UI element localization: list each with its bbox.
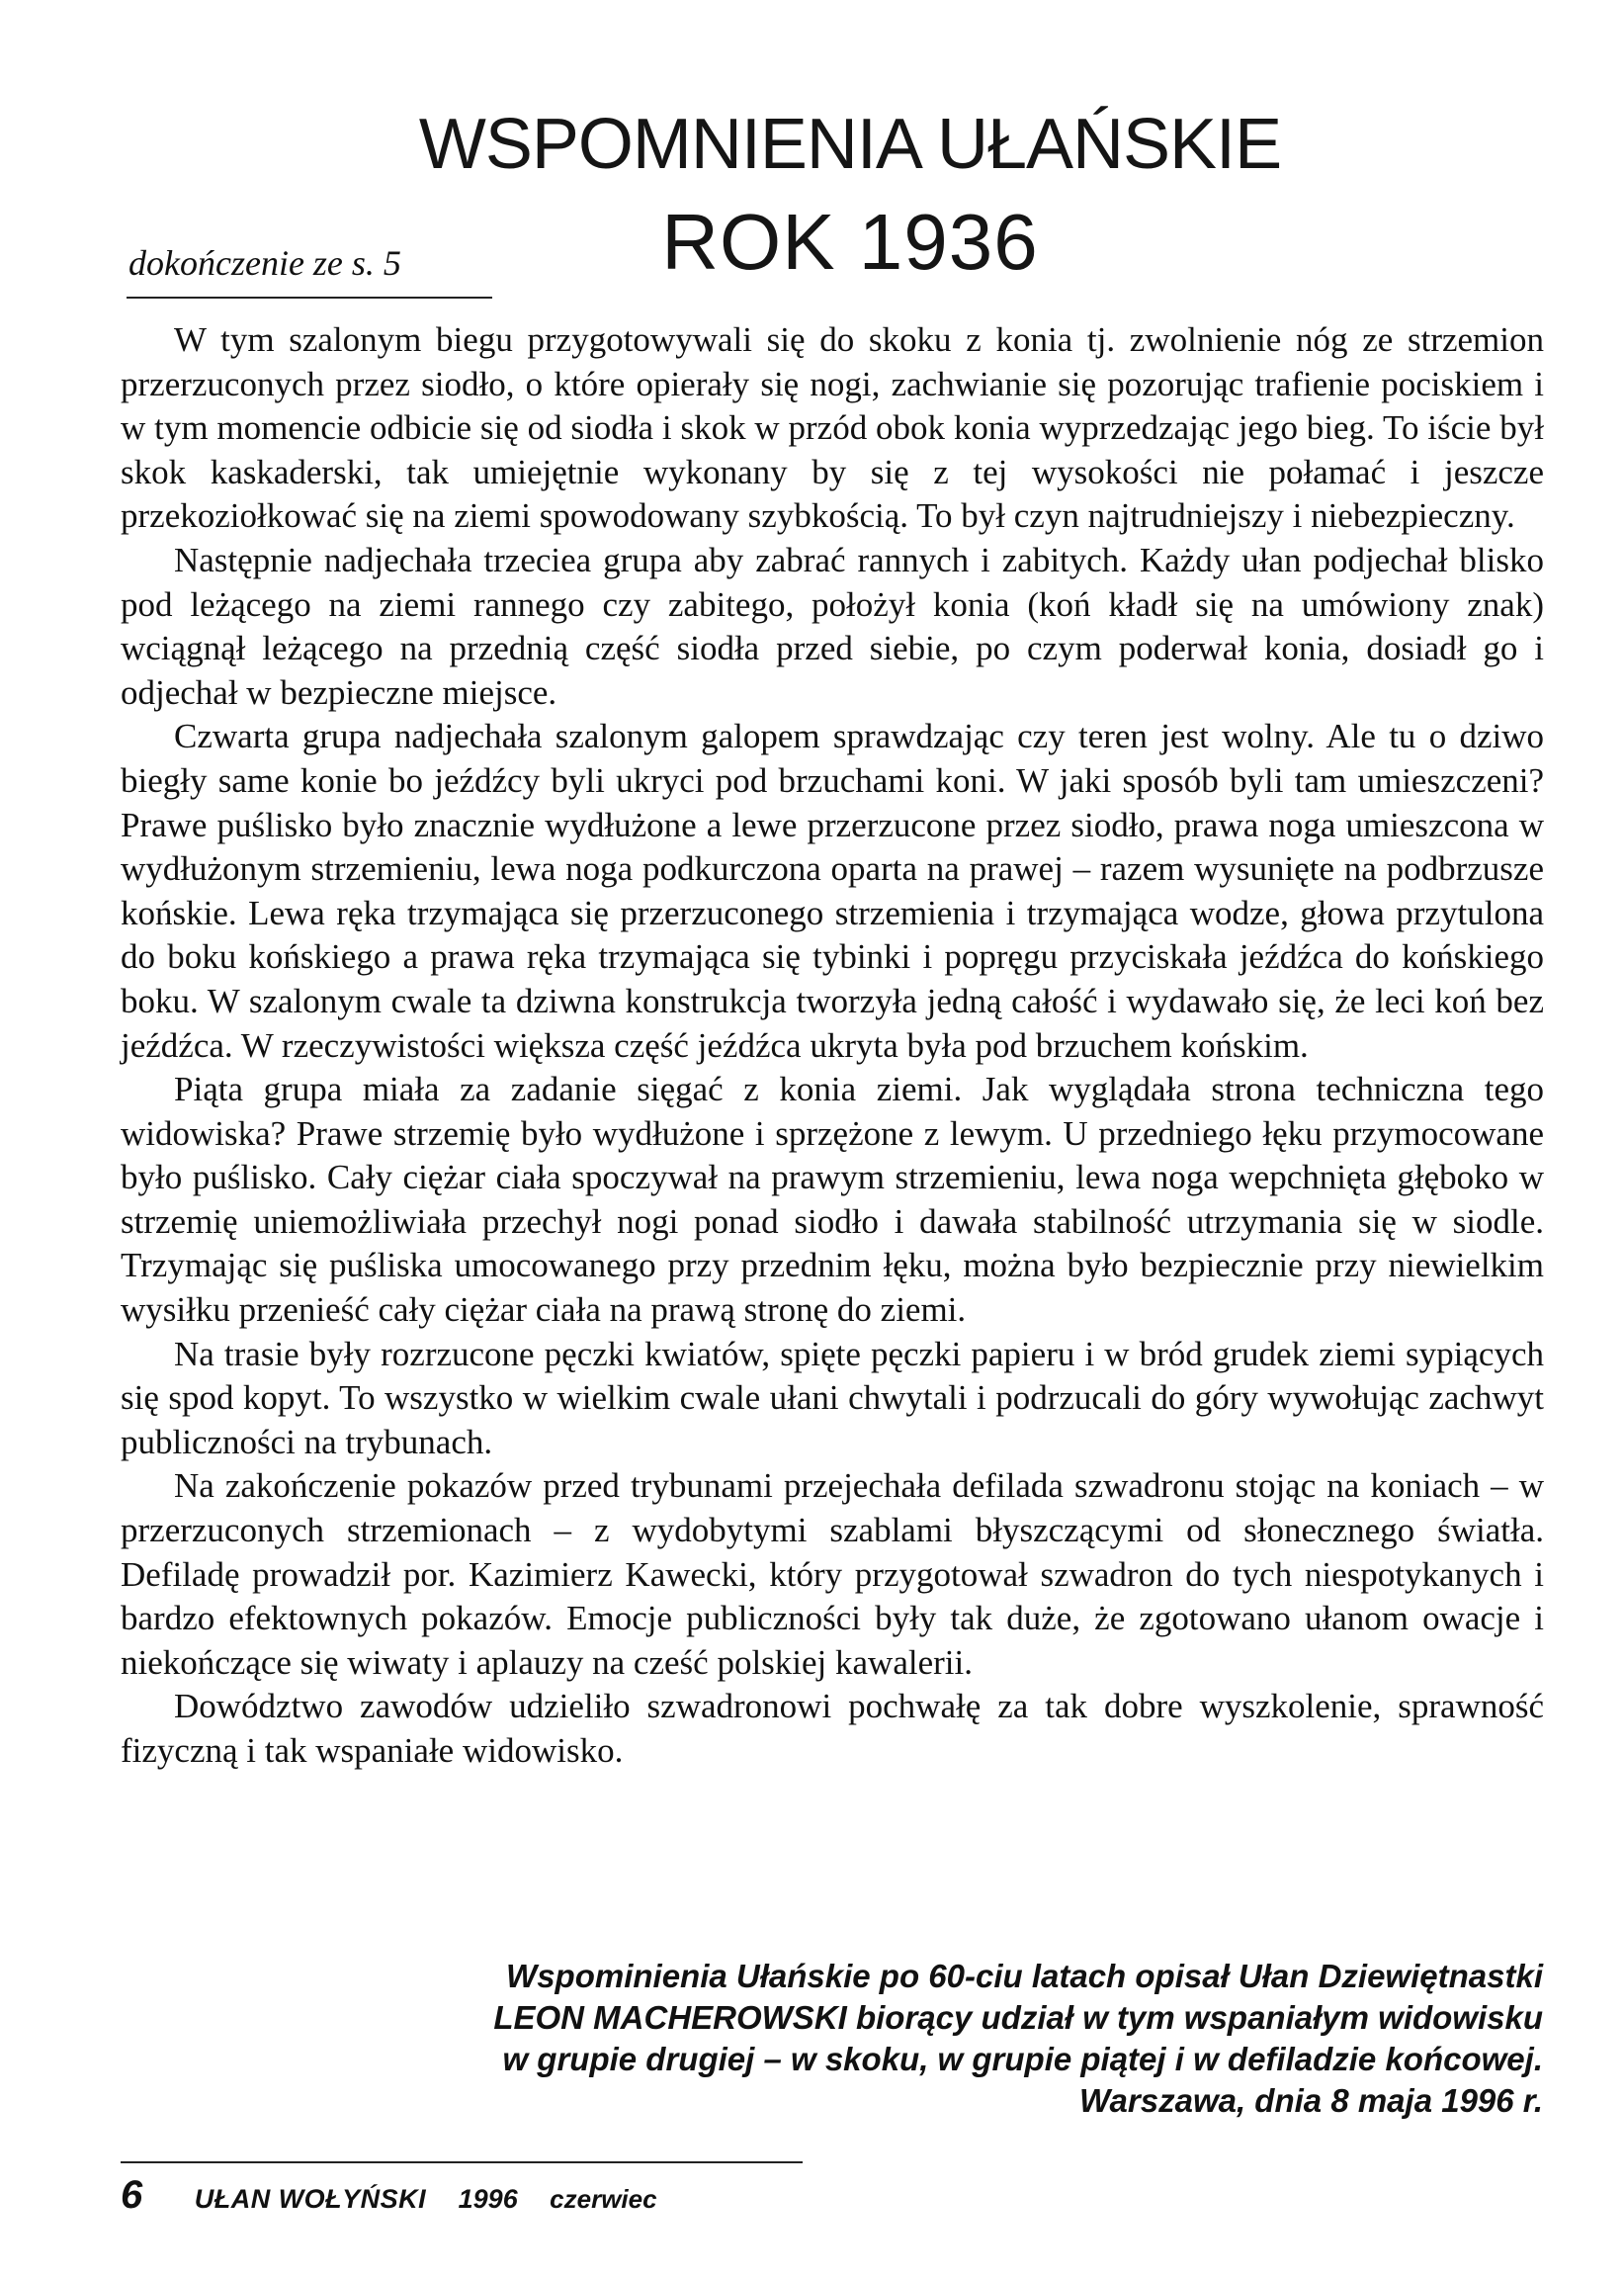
magazine-name: UŁAN WOŁYŃSKI	[194, 2184, 427, 2214]
continuation-underline	[127, 297, 492, 299]
signature-date: Warszawa, dnia 8 maja 1996 r.	[1079, 2082, 1543, 2119]
article-title-line1: WSPOMNIENIA UŁAŃSKIE	[418, 105, 1282, 184]
footer-rule	[121, 2161, 803, 2163]
signature-line: LEON MACHEROWSKI biorący udział w tym wspaniałym widowisku	[493, 1999, 1543, 2036]
continuation-note: dokończenie ze s. 5	[128, 243, 401, 283]
issue-month: czerwiec	[550, 2184, 657, 2214]
paragraph-parade: Na zakończenie pokazów przed trybunami przejechała defilada szwadronu stojąc na koniach – w przerzuconych strzemionach – z wydobytymi szablami błyszczącymi od słonecznego światła. Defiladę prowadził por. Kazimierz Kawecki, który przygotował szwadron do tych niespotykanych i bardzo efektownych pokazów. Emocje publiczności były tak duże, że zgotowano ułanom owacje i niekończące się wiwaty i aplauzy na cześć polskiej kawalerii.	[121, 1466, 1544, 1682]
author-signature	[258, 1956, 1543, 2122]
article-body	[121, 318, 1544, 1774]
signature-line: w grupie drugiej – w skoku, w grupie piątej i w defiladzie końcowej.	[502, 2041, 1543, 2077]
page-footer	[121, 2175, 657, 2215]
article-title-line2: ROK 1936	[661, 198, 1039, 286]
paragraph-fifth-group: Piąta grupa miała za zadanie sięgać z konia ziemi. Jak wyglądała strona techniczna tego widowiska? Prawe strzemię było wydłużone i sprzężone z lewym. U przedniego łęku przymocowane było puślisko. Cały ciężar ciała spoczywał na prawym strzemieniu, lewa noga wepchnięta głęboko w strzemię uniemożliwiała przechył nogi ponad siodło i dawała stabilność utrzymania się w siodle. Trzymając się puśliska umocowanego przy przednim łęku, można było bezpiecznie przy niewielkim wysiłku przenieść cały ciężar ciała na prawą stronę do ziemi.	[121, 1070, 1544, 1330]
paragraph-third-group: Następnie nadjechała trzeciea grupa aby zabrać rannych i zabitych. Każdy ułan podjechał blisko pod leżącego na ziemi rannego czy zabitego, położył konia (koń kładł się na umówiony znak) wciągnął leżącego na przednią część siodła przed siebie, po czym poderwał konia, dosiadł go i odjechał w bezpieczne miejsce.	[121, 540, 1544, 712]
signature-line: Wspominienia Ułańskie po 60-ciu latach opisał Ułan Dziewiętnastki	[506, 1958, 1543, 1994]
paragraph-jump: W tym szalonym biegu przygotowywali się do skoku z konia tj. zwolnienie nóg ze strzemion przerzuconych przez siodło, o które opierały się nogi, zachwianie się pozorując trafienie pociskiem i w tym momencie odbicie się od siodła i skok w przód obok konia wyprzedzając jego bieg. To iście był skok kaskaderski, tak umiejętnie wykonany by się z tej wysokości nie połamać i jeszcze przekoziołkować się na ziemi spowodowany szybkością. To był czyn najtrudniejszy i niebezpieczny.	[121, 320, 1544, 536]
paragraph-flowers: Na trasie były rozrzucone pęczki kwiatów, spięte pęczki papieru i w bród grudek ziemi sypiących się spod kopyt. To wszystko w wielkim cwale ułani chwytali i podrzucali do góry wywołując zachwyt publiczności na trybunach.	[121, 1334, 1544, 1461]
page-number: 6	[121, 2173, 143, 2217]
paragraph-commendation: Dowództwo zawodów udzieliło szwadronowi pochwałę za tak dobre wyszkolenie, sprawność fizyczną i tak wspaniałe widowisko.	[121, 1687, 1544, 1770]
paragraph-fourth-group: Czwarta grupa nadjechała szalonym galopem sprawdzając czy teren jest wolny. Ale tu o dziwo biegły same konie bo jeźdźcy byli ukryci pod brzuchami koni. W jaki sposób byli tam umieszczeni? Prawe puślisko było znacznie wydłużone a lewe przerzucone przez siodło, prawa noga umieszcona w wydłużonym strzemieniu, lewa noga podkurczona oparta na prawej – razem wysunięte na podbrzusze końskie. Lewa ręka trzymająca się przerzuconego strzemienia i trzymająca wodze, głowa przytulona do boku końskiego a prawa ręka trzymająca się tybinki i popręgu przyciskała jeźdźca do końskiego boku. W szalonym cwale ta dziwna konstrukcja tworzyła jedną całość i wydawało się, że leci koń bez jeźdźca. W rzeczywistości większa część jeźdźca ukryta była pod brzuchem końskim.	[121, 717, 1544, 1065]
issue-year: 1996	[458, 2184, 518, 2214]
